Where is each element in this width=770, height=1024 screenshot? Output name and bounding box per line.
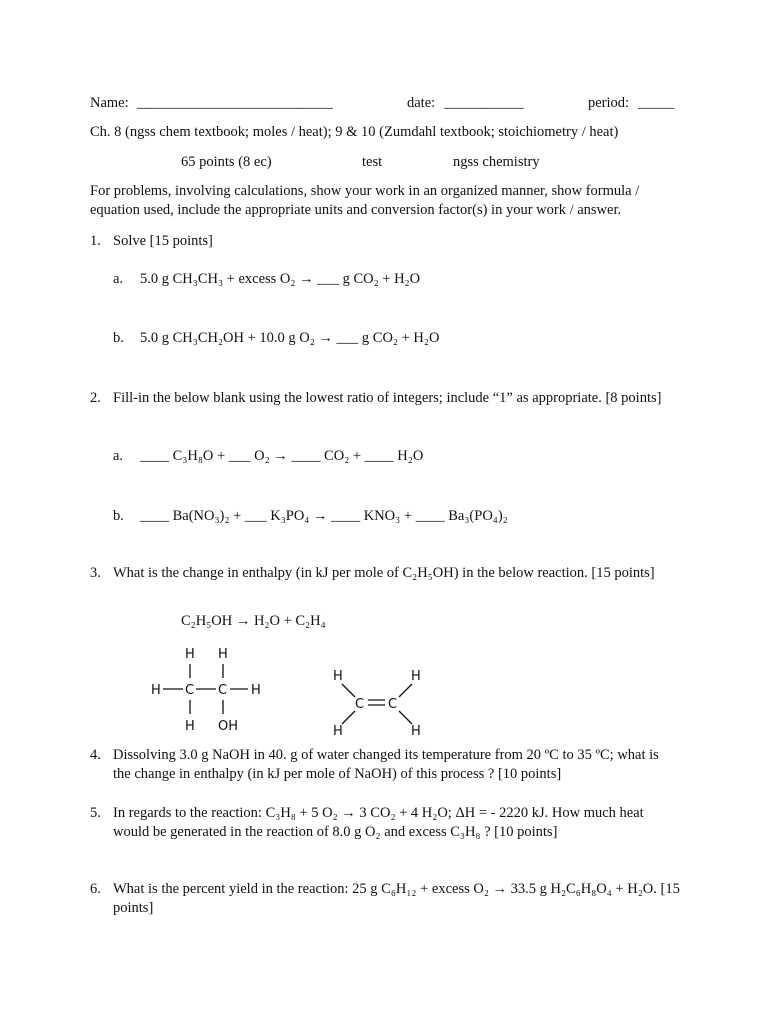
question-text: Dissolving 3.0 g NaOH in 40. g of water changed its temperature from 20 ºC to 35 ºC; what is the change in enthalpy (in kJ per mole of NaOH) of this process ? [10 points] [113, 747, 659, 782]
question-number: 5. [90, 805, 101, 821]
question-number: 2. [90, 390, 101, 406]
course-name: ngss chemistry [453, 154, 540, 170]
name-label: Name: [90, 95, 129, 111]
points-label: 65 points (8 ec) [181, 154, 272, 170]
part-label: a. [113, 448, 124, 464]
period-label: period: [588, 95, 630, 111]
q2b-equation: ____ Ba(NO₃)₂ + ___ K₃PO₄ → ____ KNO₃ + ____ Ba₃(PO₄)₂ [140, 508, 508, 524]
atom-h: H [185, 719, 195, 734]
question-number: 3. [90, 565, 101, 581]
question-1 [90, 232, 680, 251]
question-text: Solve [15 points] [113, 233, 213, 249]
question-text: In regards to the reaction: C₃H₈ + 5 O₂ → 3 CO₂ + 4 H₂O; ΔH = - 2220 kJ. How much heat would be generated in the reaction of 8.0 g O₂ and excess C₃H₈ ? [10 points] [113, 805, 644, 840]
part-label: b. [113, 330, 124, 346]
atom-h: H [218, 647, 228, 662]
q2a-equation: ____ C₃H₈O + ___ O₂ → ____ CO₂ + ____ H₂O [140, 448, 424, 464]
atom-h: H [333, 669, 343, 684]
instructions: For problems, involving calculations, show your work in an organized manner, show formula / equation used, include the appropriate units and conversion factor(s) in your work / answer. [90, 183, 640, 218]
atom-h: H [185, 647, 195, 662]
atom-h: H [411, 724, 421, 739]
ethanol-structure [145, 642, 275, 738]
question-2 [90, 389, 680, 408]
atom-c: C [355, 697, 365, 712]
question-number: 6. [90, 881, 101, 897]
atom-h: H [251, 683, 261, 698]
date-blank[interactable]: ___________ [444, 95, 524, 111]
date-label: date: [407, 95, 436, 111]
question-text: What is the change in enthalpy (in kJ per mole of C₂H₅OH) in the below reaction. [15 points] [113, 565, 655, 581]
q1a-equation: 5.0 g CH₃CH₃ + excess O₂ → ___ g CO₂ + H₂O [140, 271, 421, 287]
part-label: b. [113, 508, 124, 524]
chapters-line: Ch. 8 (ngss chem textbook; moles / heat); 9 & 10 (Zumdahl textbook; stoichiometry / heat) [90, 124, 619, 140]
part-label: a. [113, 271, 124, 287]
question-6 [90, 880, 680, 918]
question-5 [90, 804, 680, 842]
question-4 [90, 746, 680, 784]
atom-h: H [411, 669, 421, 684]
q3-reaction: C₂H₅OH → H₂O + C₂H₄ [181, 613, 326, 629]
ethene-structure [325, 664, 435, 740]
q1b-equation: 5.0 g CH₃CH₂OH + 10.0 g O₂ → ___ g CO₂ + H₂O [140, 330, 440, 346]
name-blank[interactable]: ___________________________ [137, 95, 333, 111]
period-blank[interactable]: _____ [638, 95, 675, 111]
atom-c: C [218, 683, 228, 698]
question-text: What is the percent yield in the reaction: 25 g C₆H₁₂ + excess O₂ → 33.5 g H₂C₆H₈O₄ + H₂O. [15 points] [113, 881, 680, 916]
question-text: Fill-in the below blank using the lowest ratio of integers; include “1” as appropriate. [8 points] [113, 390, 662, 406]
question-3 [90, 564, 680, 583]
atom-c: C [185, 683, 195, 698]
test-type: test [362, 154, 383, 170]
question-number: 1. [90, 233, 101, 249]
atom-h: H [151, 683, 161, 698]
atom-c: C [388, 697, 398, 712]
question-number: 4. [90, 747, 101, 763]
atom-oh: OH [218, 719, 239, 734]
atom-h: H [333, 724, 343, 739]
